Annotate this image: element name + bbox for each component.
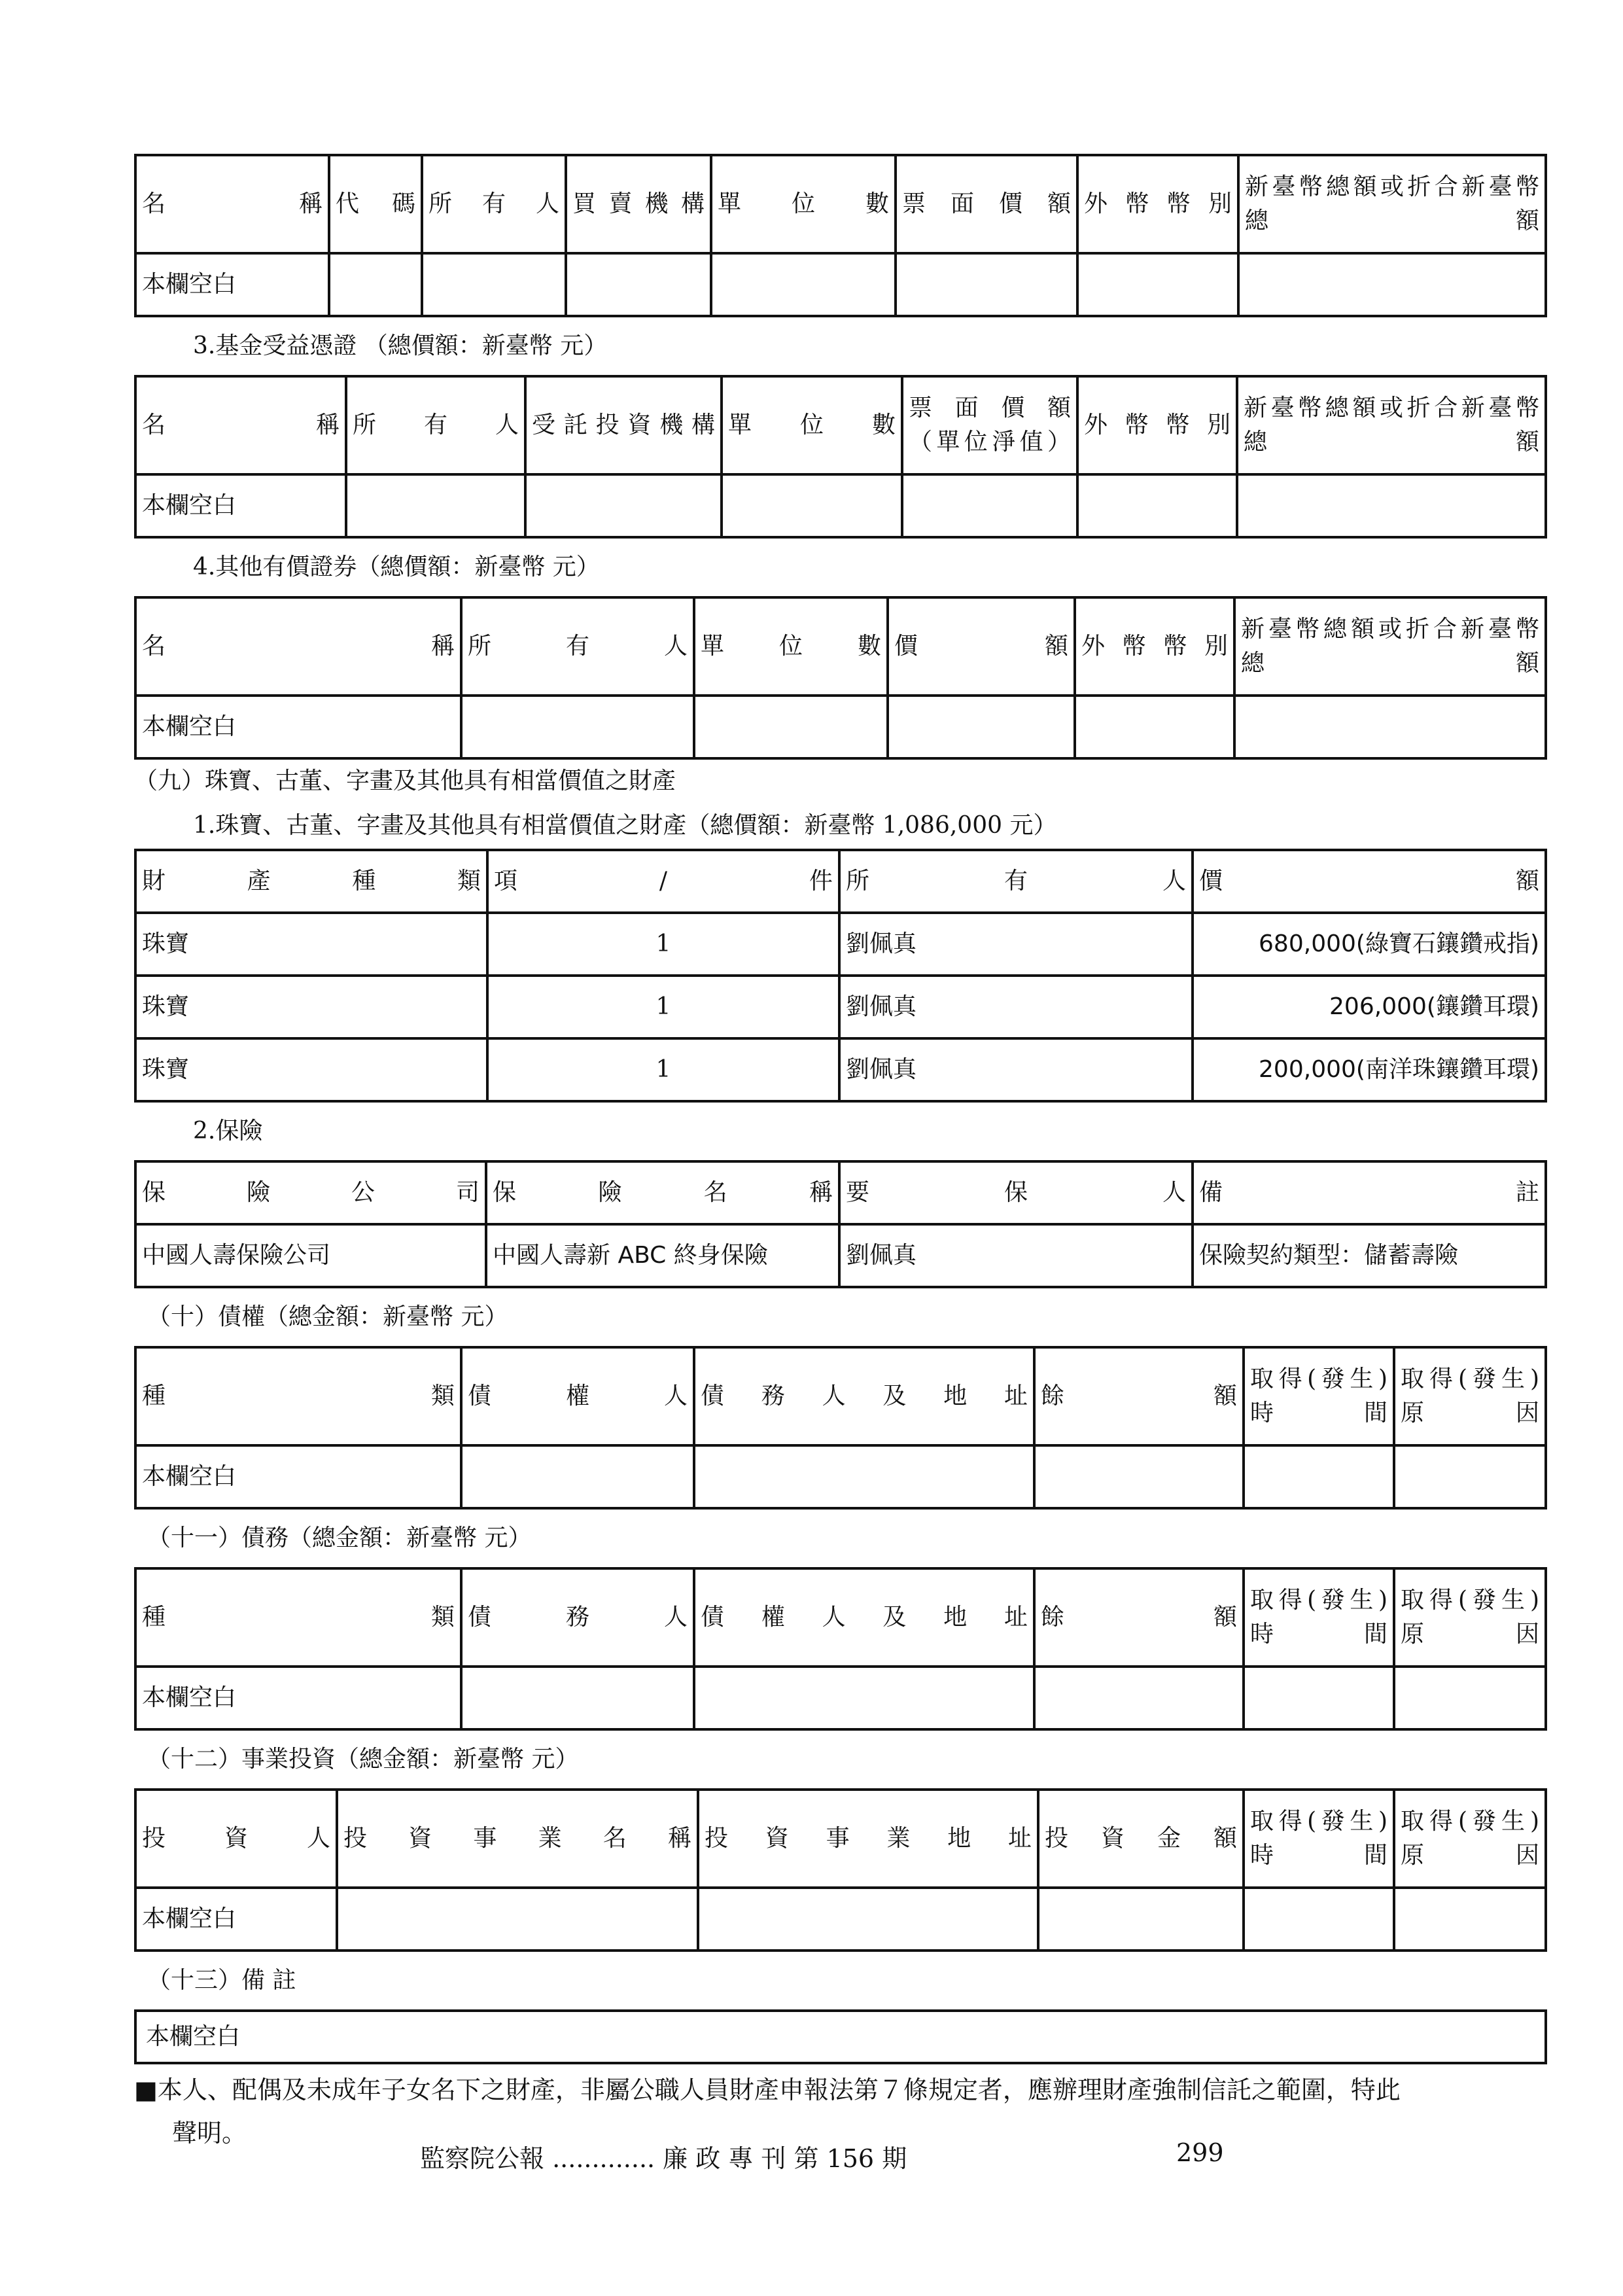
empty-cell: [1244, 1445, 1394, 1508]
empty-cell: [902, 474, 1077, 537]
other-securities-table: [134, 596, 1547, 760]
blank-cell: 本欄空白: [135, 474, 346, 537]
header-property-type: 財產種類: [135, 850, 487, 913]
cell-type: 珠寶: [135, 913, 487, 976]
header-acq-time-line2: 時間: [1250, 1621, 1387, 1648]
header-type: 種類: [135, 1347, 461, 1445]
header-name: 名稱: [135, 155, 329, 253]
fund-caption: 3.基金受益憑證 （總價額：新臺幣 元）: [193, 332, 608, 359]
jewelry-table: [134, 849, 1547, 1103]
header-acq-time-line1: 取得(發生): [1250, 1587, 1387, 1614]
header-policyholder: 要保人: [839, 1161, 1193, 1224]
business-table: [134, 1788, 1547, 1952]
blank-cell: 本欄空白: [135, 1445, 461, 1508]
header-units: 單位數: [722, 376, 902, 474]
cell-policy-name: 中國人壽新 ABC 終身保險: [486, 1224, 839, 1287]
header-acq-reason-line1: 取得(發生): [1401, 1366, 1539, 1392]
header-total-line2: 總額: [1241, 650, 1539, 677]
cell-owner: 劉佩真: [839, 976, 1193, 1038]
table-row: [135, 1038, 1546, 1101]
header-name: 名稱: [135, 376, 346, 474]
header-currency: 外幣幣別: [1075, 597, 1234, 696]
header-owner: 所有人: [839, 850, 1193, 913]
empty-cell: [337, 1888, 698, 1951]
empty-cell: [422, 253, 566, 316]
other-securities-caption: 4.其他有價證券（總價額：新臺幣 元）: [193, 554, 600, 580]
empty-cell: [694, 1445, 1034, 1508]
debts-caption: （十一）債務（總金額：新臺幣 元）: [147, 1525, 532, 1551]
header-broker: 買賣機構: [566, 155, 711, 253]
header-acq-reason-line2: 原因: [1401, 1400, 1539, 1426]
empty-cell: [711, 253, 896, 316]
header-investment-amount: 投資金額: [1038, 1790, 1244, 1888]
jewelry-caption: 1.珠寶、古董、字畫及其他具有相當價值之財產（總價額：新臺幣 1,086,000 元）: [193, 812, 1057, 839]
header-acq-reason: [1394, 1790, 1546, 1888]
header-acq-reason-line2: 原因: [1401, 1621, 1539, 1648]
securities-table: [134, 154, 1547, 317]
insurance-table: [134, 1160, 1547, 1288]
blank-cell: 本欄空白: [135, 696, 461, 758]
header-creditor: 債權人: [461, 1347, 694, 1445]
header-currency: 外幣幣別: [1077, 376, 1237, 474]
header-balance: 餘額: [1034, 1347, 1244, 1445]
cell-remarks: 保險契約類型：儲蓄壽險: [1193, 1224, 1546, 1287]
header-total-line1: 新臺幣總額或折合新臺幣: [1244, 395, 1539, 421]
empty-cell: [346, 474, 525, 537]
header-owner: 所有人: [461, 597, 694, 696]
header-acq-time-line1: 取得(發生): [1250, 1366, 1387, 1392]
header-owner: 所有人: [346, 376, 525, 474]
empty-cell: [1038, 1888, 1244, 1951]
header-remarks: 備註: [1193, 1161, 1546, 1224]
empty-cell: [698, 1888, 1038, 1951]
cell-value: 206,000(鑲鑽耳環): [1193, 976, 1546, 1038]
empty-cell: [722, 474, 902, 537]
empty-cell: [1234, 696, 1546, 758]
header-total-twd: [1238, 155, 1546, 253]
empty-cell: [525, 474, 722, 537]
table-row: [135, 1224, 1546, 1287]
table-row: [135, 976, 1546, 1038]
header-trustee: 受託投資機構: [525, 376, 722, 474]
remarks-caption: （十三）備 註: [147, 1967, 296, 1994]
empty-cell: [461, 696, 694, 758]
blank-cell: 本欄空白: [135, 1888, 337, 1951]
header-acq-reason-line2: 原因: [1401, 1842, 1539, 1869]
header-face-value: [902, 376, 1077, 474]
cell-qty: 1: [487, 976, 839, 1038]
header-policy-name: 保險名稱: [486, 1161, 839, 1224]
header-acq-time-line2: 時間: [1250, 1842, 1387, 1869]
empty-cell: [1244, 1667, 1394, 1729]
page-number: 299: [1176, 2138, 1224, 2167]
header-total-twd: [1237, 376, 1546, 474]
section-nine-title: （九）珠寶、古董、字畫及其他具有相當價值之財產: [134, 768, 676, 794]
empty-cell: [896, 253, 1077, 316]
empty-cell: [566, 253, 711, 316]
header-acq-reason: [1394, 1568, 1546, 1667]
empty-cell: [888, 696, 1075, 758]
header-insurer: 保險公司: [135, 1161, 486, 1224]
cell-qty: 1: [487, 1038, 839, 1101]
header-total-line2: 總額: [1244, 429, 1539, 455]
cell-company: 中國人壽保險公司: [135, 1224, 486, 1287]
blank-cell: 本欄空白: [135, 1667, 461, 1729]
empty-cell: [1034, 1667, 1244, 1729]
empty-cell: [1238, 253, 1546, 316]
header-acq-time-line2: 時間: [1250, 1400, 1387, 1426]
cell-owner: 劉佩真: [839, 913, 1193, 976]
header-total-line1: 新臺幣總額或折合新臺幣: [1241, 616, 1539, 643]
empty-cell: [1077, 474, 1237, 537]
empty-cell: [1237, 474, 1546, 537]
header-code: 代碼: [329, 155, 422, 253]
header-creditor-address: 債權人及地址: [694, 1568, 1034, 1667]
empty-cell: [1394, 1445, 1546, 1508]
header-acq-time: [1244, 1790, 1394, 1888]
header-units: 單位數: [694, 597, 888, 696]
header-face-value: 票面價額: [896, 155, 1077, 253]
header-total-twd: [1234, 597, 1546, 696]
journal-title: 監察院公報 ............. 廉 政 專 刊 第 156 期: [420, 2144, 907, 2173]
table-row: [135, 913, 1546, 976]
fund-table: [134, 375, 1547, 539]
header-investor: 投資人: [135, 1790, 337, 1888]
cell-owner: 劉佩真: [839, 1038, 1193, 1101]
empty-cell: [461, 1667, 694, 1729]
header-type: 種類: [135, 1568, 461, 1667]
cell-value: 680,000(綠寶石鑲鑽戒指): [1193, 913, 1546, 976]
empty-cell: [1394, 1667, 1546, 1729]
header-face-line2: （單位淨值）: [909, 429, 1071, 455]
cell-type: 珠寶: [135, 976, 487, 1038]
empty-cell: [1034, 1445, 1244, 1508]
header-acq-time: [1244, 1347, 1394, 1445]
empty-cell: [1077, 253, 1238, 316]
empty-cell: [329, 253, 422, 316]
cell-value: 200,000(南洋珠鑲鑽耳環): [1193, 1038, 1546, 1101]
business-caption: （十二）事業投資（總金額：新臺幣 元）: [147, 1746, 579, 1773]
header-total-line1: 新臺幣總額或折合新臺幣: [1245, 173, 1539, 200]
header-debtor-address: 債務人及地址: [694, 1347, 1034, 1445]
header-value: 價額: [1193, 850, 1546, 913]
empty-cell: [1394, 1888, 1546, 1951]
empty-cell: [1244, 1888, 1394, 1951]
claims-caption: （十）債權（總金額：新臺幣 元）: [147, 1303, 508, 1330]
blank-cell: 本欄空白: [135, 2011, 1546, 2063]
header-balance: 餘額: [1034, 1568, 1244, 1667]
cell-qty: 1: [487, 913, 839, 976]
header-owner: 所有人: [422, 155, 566, 253]
header-business-name: 投資事業名稱: [337, 1790, 698, 1888]
header-name: 名稱: [135, 597, 461, 696]
cell-type: 珠寶: [135, 1038, 487, 1101]
debts-table: [134, 1567, 1547, 1731]
empty-cell: [1075, 696, 1234, 758]
declaration-line1: ■本人、配偶及未成年子女名下之財產，非屬公職人員財產申報法第７條規定者，應辦理財產強制信託之範圍，特此: [134, 2075, 1401, 2104]
header-units: 單位數: [711, 155, 896, 253]
header-acq-reason: [1394, 1347, 1546, 1445]
header-face-line1: 票面價額: [909, 395, 1071, 421]
claims-table: [134, 1346, 1547, 1510]
insurance-caption: 2.保險: [193, 1118, 263, 1144]
header-value: 價額: [888, 597, 1075, 696]
header-acq-time-line1: 取得(發生): [1250, 1808, 1387, 1835]
document-page: [134, 154, 1547, 2155]
header-acq-reason-line1: 取得(發生): [1401, 1808, 1539, 1835]
remarks-table: [134, 2009, 1547, 2064]
header-debtor: 債務人: [461, 1568, 694, 1667]
header-currency: 外幣幣別: [1077, 155, 1238, 253]
declaration-line2: 聲明。: [172, 2119, 247, 2147]
blank-cell: 本欄空白: [135, 253, 329, 316]
cell-policyholder: 劉佩真: [839, 1224, 1193, 1287]
header-item-count: 項/件: [487, 850, 839, 913]
header-acq-time: [1244, 1568, 1394, 1667]
empty-cell: [461, 1445, 694, 1508]
empty-cell: [694, 1667, 1034, 1729]
header-business-address: 投資事業地址: [698, 1790, 1038, 1888]
empty-cell: [694, 696, 888, 758]
header-acq-reason-line1: 取得(發生): [1401, 1587, 1539, 1614]
header-total-line2: 總額: [1245, 207, 1539, 234]
